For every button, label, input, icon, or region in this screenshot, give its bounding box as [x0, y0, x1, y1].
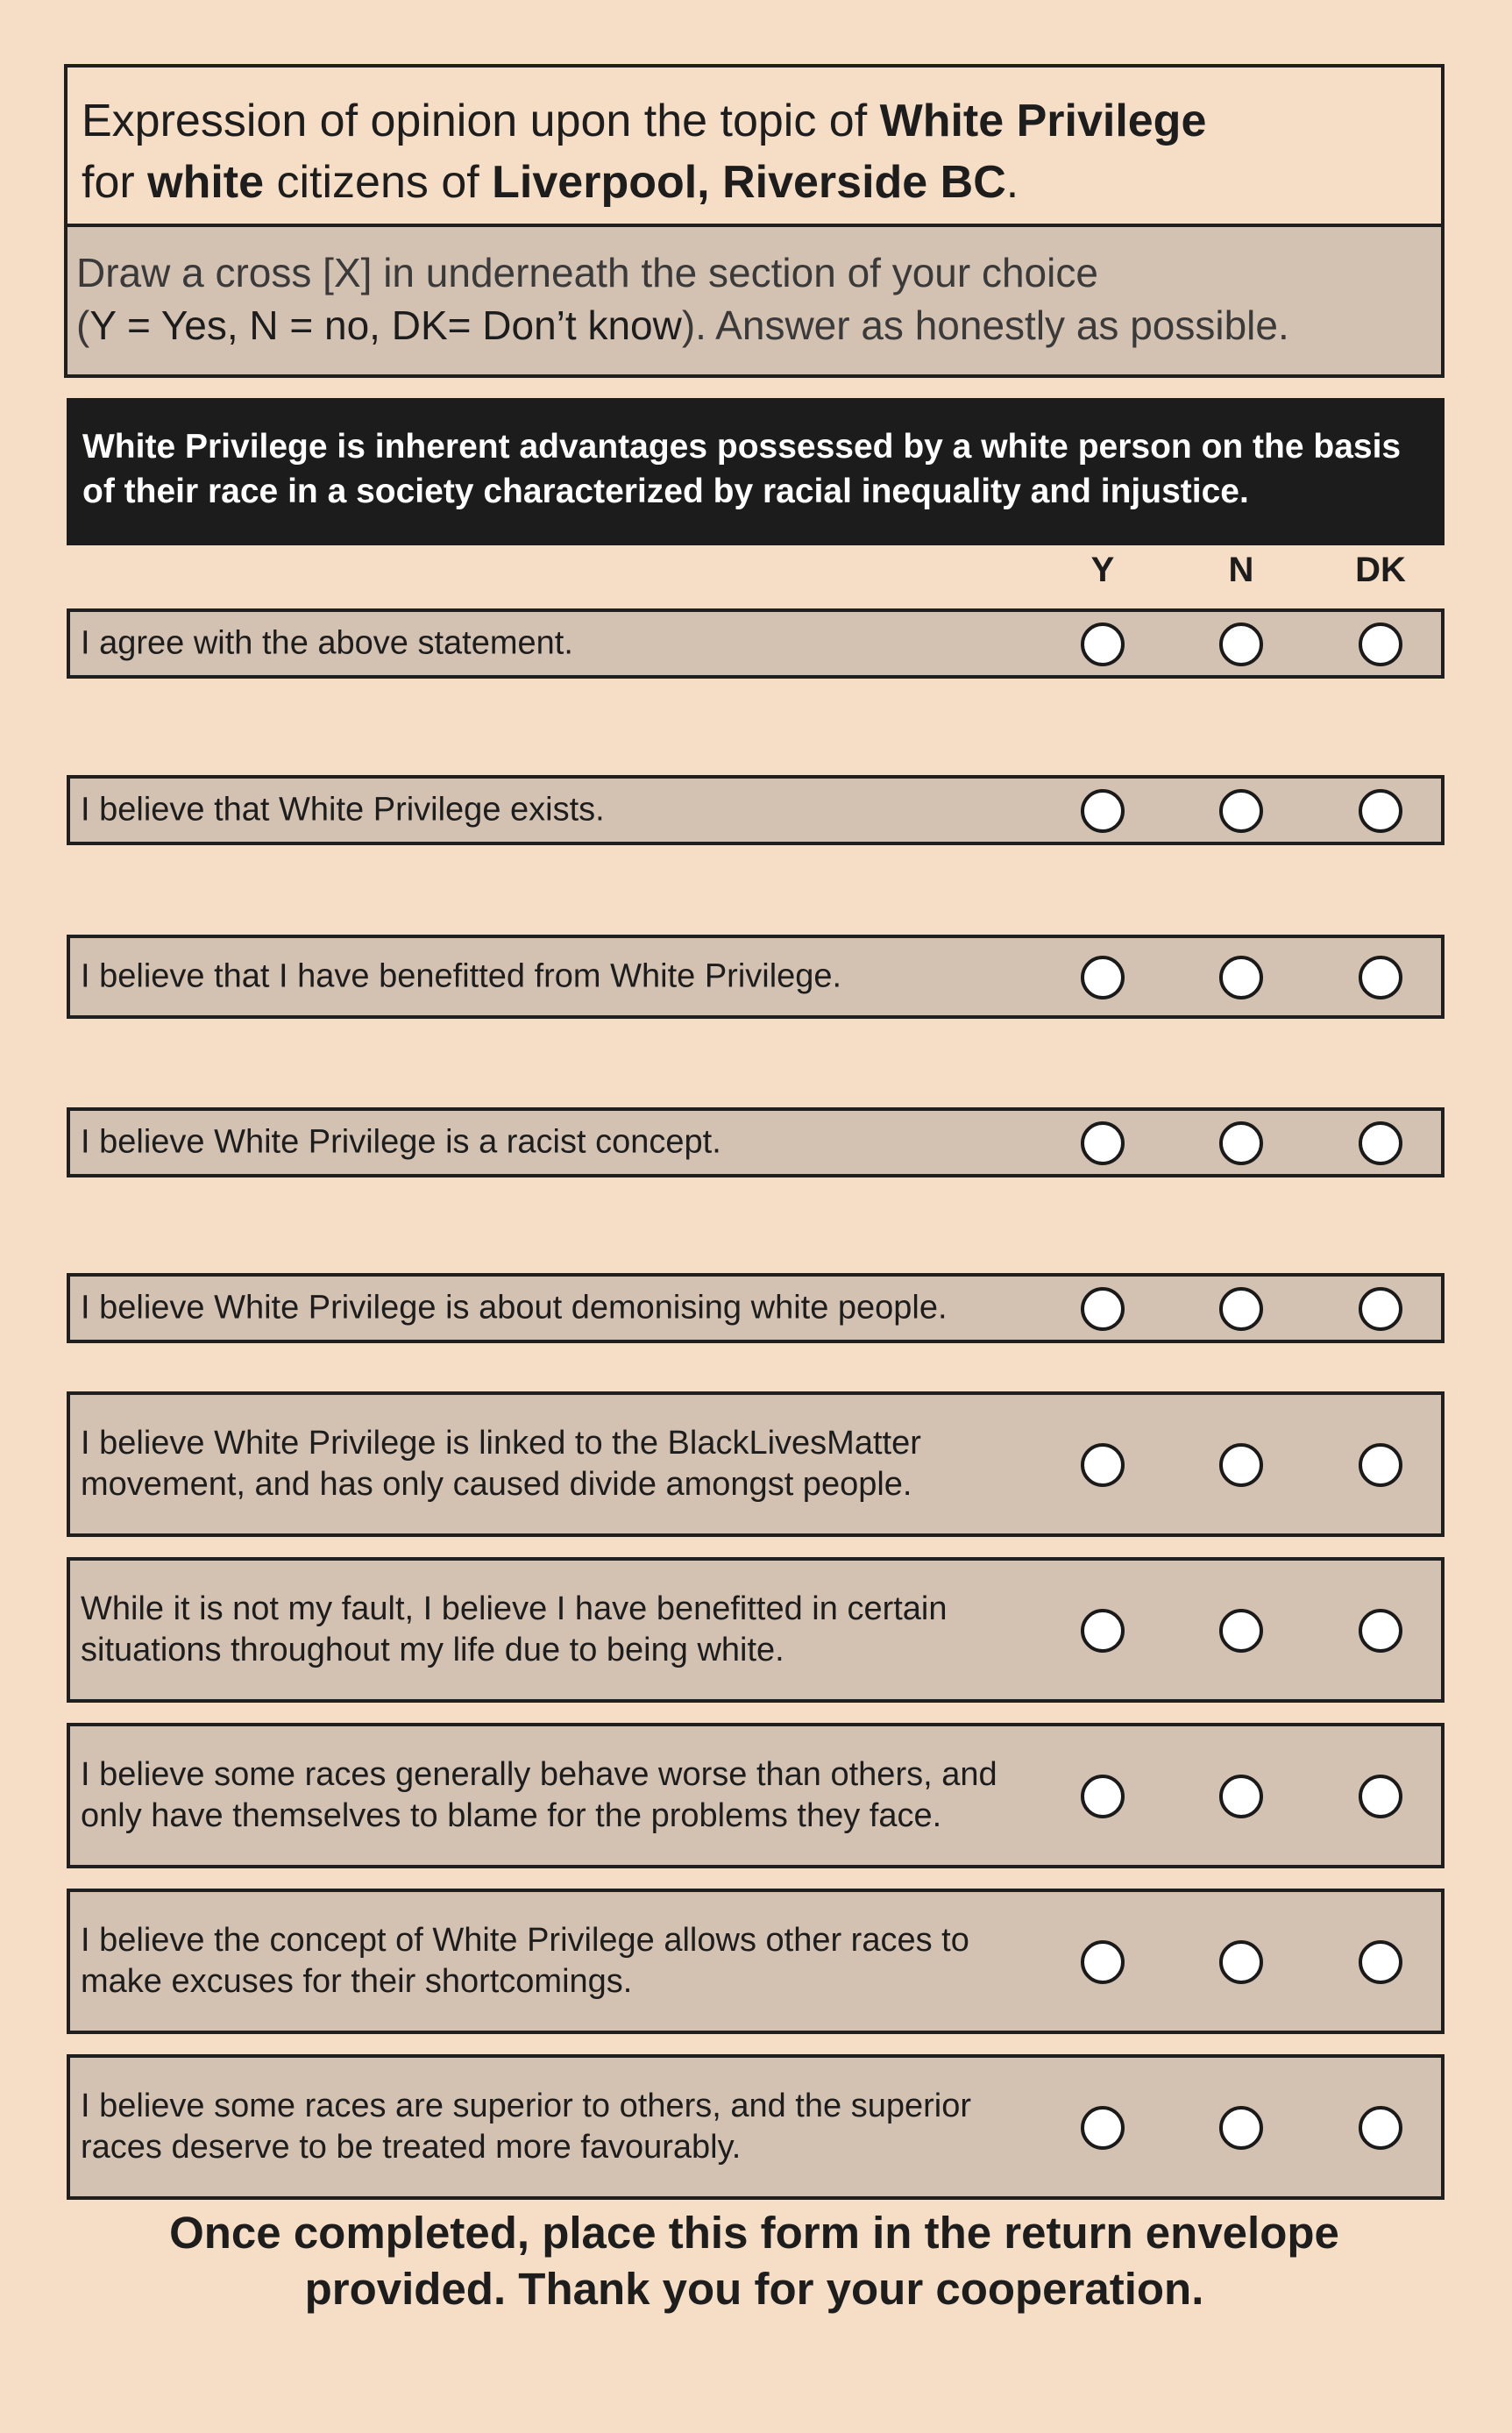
title-line-1	[82, 90, 1441, 152]
title-run: Liverpool, Riverside BC	[492, 157, 1006, 208]
answer-radio-dont-know[interactable]	[1359, 2106, 1402, 2150]
title-run: .	[1005, 157, 1019, 208]
question-text-line: I believe that I have benefitted from White Privilege.	[81, 957, 842, 995]
question-text-line: I believe White Privilege is a racist concept.	[81, 1123, 721, 1161]
title-run: White Privilege	[879, 96, 1207, 146]
answer-radio-yes[interactable]	[1081, 2106, 1125, 2150]
instructions-run: ). Answer as honestly as possible.	[681, 302, 1289, 348]
question-row	[67, 935, 1445, 1019]
answer-radio-yes[interactable]	[1081, 1121, 1125, 1165]
instructions-run: (	[76, 302, 90, 348]
answer-radio-dont-know[interactable]	[1359, 956, 1402, 1000]
instructions-line-2	[76, 299, 1441, 352]
footer-line-1: Once completed, place this form in the return envelope	[169, 2208, 1339, 2258]
question-text	[81, 1288, 1071, 1329]
answer-radio-dont-know[interactable]	[1359, 1775, 1402, 1818]
instructions-run: Draw a cross [X] in underneath the section of your choice	[76, 250, 1098, 295]
answer-radio-yes[interactable]	[1081, 1775, 1125, 1818]
answer-radio-yes[interactable]	[1081, 956, 1125, 1000]
answer-radio-yes[interactable]	[1081, 1443, 1125, 1487]
question-text-line: I believe some races are superior to others, and the superior	[81, 2088, 971, 2124]
answer-radio-no[interactable]	[1219, 1287, 1263, 1331]
instructions-run: Y = Yes, N = no, DK= Don’t know	[89, 302, 682, 348]
answer-radio-yes[interactable]	[1081, 1940, 1125, 1984]
question-text-line: While it is not my fault, I believe I have benefitted in certain	[81, 1590, 948, 1627]
question-text-line: I believe White Privilege is about demonising white people.	[81, 1289, 948, 1327]
answer-radio-dont-know[interactable]	[1359, 1609, 1402, 1653]
question-text-line: I believe the concept of White Privilege allows other races to	[81, 1922, 969, 1959]
column-header-dont-know: DK	[1355, 551, 1406, 589]
answer-radio-no[interactable]	[1219, 1940, 1263, 1984]
question-text-line: I agree with the above statement.	[81, 624, 573, 662]
answer-radio-no[interactable]	[1219, 1443, 1263, 1487]
question-text	[81, 2086, 1071, 2168]
question-text	[81, 1423, 1071, 1505]
instructions-box	[64, 227, 1445, 378]
answer-radio-yes[interactable]	[1081, 1609, 1125, 1653]
answer-radio-no[interactable]	[1219, 956, 1263, 1000]
title-line-2	[82, 152, 1441, 213]
question-text	[81, 623, 1071, 665]
question-text-line: I believe some races generally behave worse than others, and	[81, 1756, 997, 1793]
answer-radio-dont-know[interactable]	[1359, 789, 1402, 833]
question-row	[67, 1557, 1445, 1703]
question-text-line: I believe that White Privilege exists.	[81, 791, 605, 829]
question-text	[81, 1920, 1071, 2003]
question-text	[81, 1754, 1071, 1837]
question-text	[81, 957, 1071, 998]
column-header-no: N	[1228, 551, 1254, 589]
question-row	[67, 1273, 1445, 1343]
definition-box	[67, 398, 1445, 545]
question-row	[67, 2054, 1445, 2200]
answer-radio-yes[interactable]	[1081, 622, 1125, 666]
title-run: for	[82, 157, 148, 208]
question-text-line: situations throughout my life due to being white.	[81, 1632, 784, 1668]
question-row	[67, 775, 1445, 845]
question-row	[67, 1889, 1445, 2034]
instructions-line-1	[76, 246, 1441, 299]
question-text-line: races deserve to be treated more favourably.	[81, 2129, 742, 2166]
question-text-line: I believe White Privilege is linked to the BlackLivesMatter	[81, 1425, 921, 1462]
definition-line-1: White Privilege is inherent advantages possessed by a white person on the basis	[82, 428, 1402, 466]
question-text-line: movement, and has only caused divide amongst people.	[81, 1466, 912, 1503]
answer-radio-no[interactable]	[1219, 789, 1263, 833]
question-row	[67, 1391, 1445, 1537]
answer-radio-no[interactable]	[1219, 1609, 1263, 1653]
question-row	[67, 1107, 1445, 1177]
answer-radio-dont-know[interactable]	[1359, 1443, 1402, 1487]
title-run: citizens of	[264, 157, 493, 208]
answer-radio-no[interactable]	[1219, 622, 1263, 666]
footer-note	[64, 2205, 1445, 2317]
answer-radio-yes[interactable]	[1081, 1287, 1125, 1331]
question-text	[81, 790, 1071, 831]
column-header-yes: Y	[1090, 551, 1115, 589]
answer-radio-no[interactable]	[1219, 2106, 1263, 2150]
answer-radio-dont-know[interactable]	[1359, 1287, 1402, 1331]
question-text	[81, 1122, 1071, 1163]
footer-line-2: provided. Thank you for your cooperation.	[304, 2264, 1204, 2314]
question-text-line: make excuses for their shortcomings.	[81, 1963, 633, 2000]
answer-radio-dont-know[interactable]	[1359, 1121, 1402, 1165]
title-run: white	[147, 157, 265, 208]
question-row	[67, 608, 1445, 679]
title-run: Expression of opinion upon the topic of	[82, 96, 880, 146]
answer-radio-dont-know[interactable]	[1359, 1940, 1402, 1984]
answer-radio-yes[interactable]	[1081, 789, 1125, 833]
answer-radio-dont-know[interactable]	[1359, 622, 1402, 666]
question-row	[67, 1723, 1445, 1868]
question-text	[81, 1589, 1071, 1671]
answer-radio-no[interactable]	[1219, 1775, 1263, 1818]
definition-line-2: of their race in a society characterized by racial inequality and injustice.	[82, 473, 1249, 510]
question-text-line: only have themselves to blame for the problems they face.	[81, 1797, 942, 1834]
form-title-box	[64, 64, 1445, 227]
answer-radio-no[interactable]	[1219, 1121, 1263, 1165]
